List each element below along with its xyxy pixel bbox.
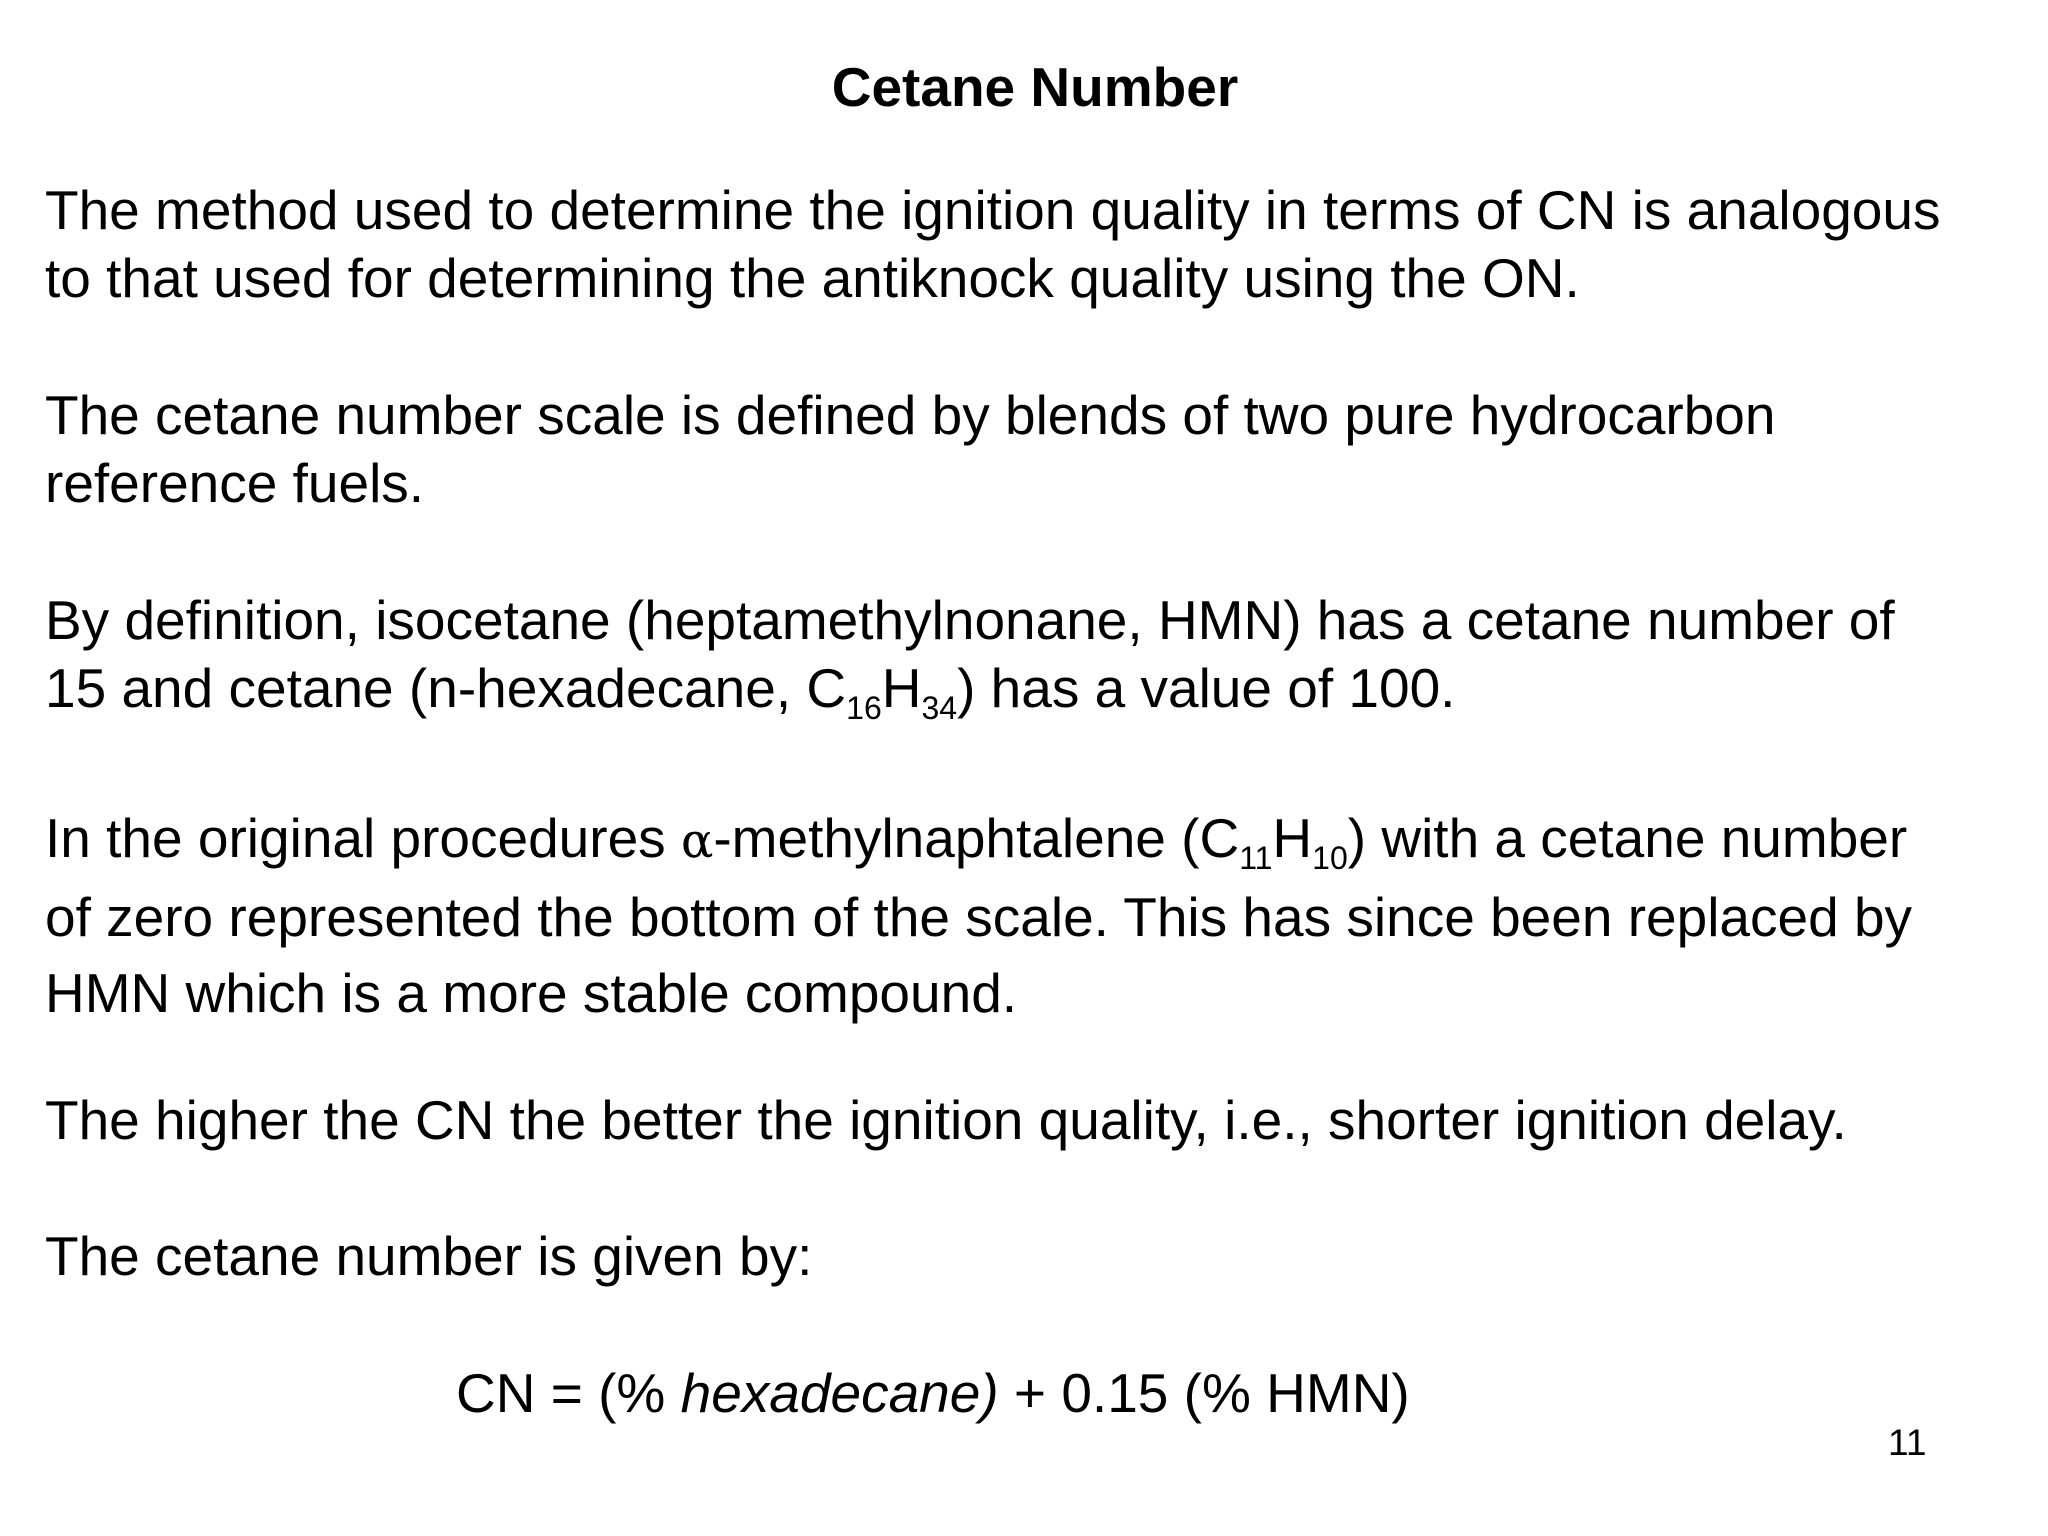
cetane-number-formula — [456, 1358, 1410, 1428]
paragraph-original-procedure — [45, 804, 2035, 1027]
paragraph-line: reference fuels. — [45, 452, 425, 514]
text-run: ) with a cetane number — [1347, 807, 1908, 869]
paragraph-line: The higher the CN the better the ignition quality, i.e., shorter ignition delay. — [45, 1089, 1847, 1151]
paragraph-line: The cetane number scale is defined by blends of two pure hydrocarbon — [45, 384, 1776, 446]
text-run: ) has a value of 100. — [957, 657, 1456, 719]
paragraph-line: HMN which is a more stable compound. — [45, 962, 1018, 1024]
paragraph-line: of zero represented the bottom of the scale. This has since been replaced by — [45, 886, 1913, 948]
formula-text: + 0.15 (% HMN) — [998, 1362, 1410, 1424]
paragraph-line: The cetane number is given by: — [45, 1225, 813, 1287]
paragraph-ignition-quality — [45, 1086, 2035, 1154]
formula-italic-term: hexadecane) — [680, 1362, 999, 1424]
text-run: In the original procedures — [45, 807, 681, 869]
paragraph-reference-values — [45, 586, 2035, 726]
text-run: -methylnaphtalene (C — [713, 807, 1240, 869]
text-run: H — [1272, 807, 1313, 869]
paragraph-line — [45, 654, 2035, 726]
paragraph-cn-method — [45, 176, 2035, 312]
subscript: 10 — [1312, 840, 1348, 876]
subscript: 16 — [846, 690, 882, 726]
paragraph-scale-definition — [45, 381, 2035, 517]
subscript: 34 — [921, 690, 958, 726]
subscript: 11 — [1239, 840, 1273, 876]
paragraph-formula-intro — [45, 1222, 2035, 1290]
page-number: 11 — [1888, 1422, 1927, 1463]
text-run: 15 and cetane (n-hexadecane, C — [45, 657, 847, 719]
formula-text: CN = (% — [456, 1362, 681, 1424]
paragraph-line: The method used to determine the ignition quality in terms of CN is analogous — [45, 179, 1941, 241]
alpha-symbol: α — [680, 813, 714, 869]
paragraph-line: to that used for determining the antiknock quality using the ON. — [45, 247, 1580, 309]
text-run: H — [881, 657, 922, 719]
paragraph-line — [45, 804, 2035, 875]
slide-title: Cetane Number — [831, 56, 1239, 118]
paragraph-line: By definition, isocetane (heptamethylnonane, HMN) has a cetane number of — [45, 589, 1895, 651]
